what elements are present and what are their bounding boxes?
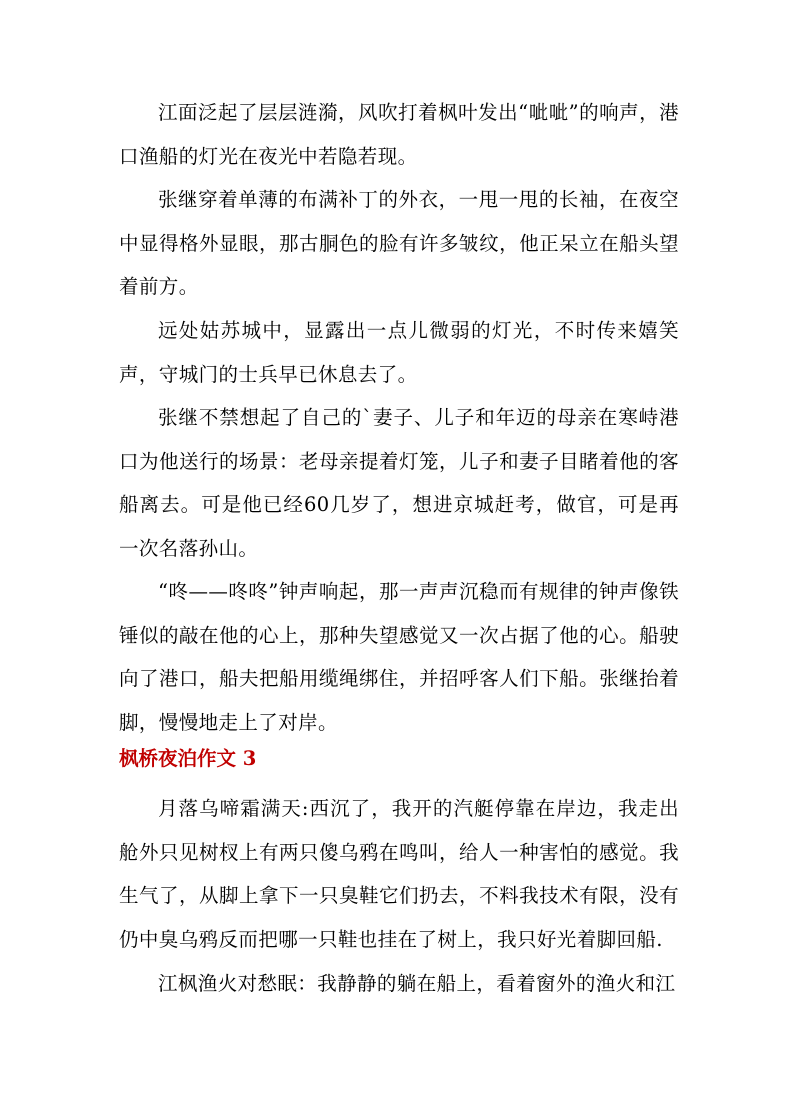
paragraph-river-scene: 江面泛起了层层涟漪，风吹打着枫叶发出“呲呲”的响声，港口渔船的灯光在夜光中若隐若现。: [119, 101, 679, 168]
paragraph-gusu-city: 远处姑苏城中，显露出一点儿微弱的灯光，不时传来嬉笑声，守城门的士兵早已休息去了。: [119, 319, 679, 386]
section-heading: 枫桥夜泊作文 3: [119, 747, 257, 770]
paragraph-bell-sound: “咚——咚咚”钟声响起，那一声声沉稳而有规律的钟声像铁锤似的敲在他的心上，那种失望感觉又一次占据了他的心。船驶向了港口，船夫把船用缆绳绑住，并招呼客人们下船。张继抬着脚，慢慢地走上了对岸。: [119, 580, 679, 734]
paragraph-fishing-lights: 江枫渔火对愁眠：我静静的躺在船上，看着窗外的渔火和江: [158, 972, 676, 995]
paragraph-zhang-ji-appearance: 张继穿着单薄的布满补丁的外衣，一甩一甩的长袖，在夜空中显得格外显眼，那古胴色的脸有许多皱纹，他正呆立在船头望着前方。: [119, 188, 679, 299]
paragraph-moon-sets: 月落乌啼霜满天:西沉了，我开的汽艇停靠在岸边，我走出舱外只见树杈上有两只傻乌鸦在鸣叫，给人一种害怕的感觉。我生气了，从脚上拿下一只臭鞋它们扔去，不料我技术有限，没有仍中臭乌鸦反而把哪一只鞋也挂在了树上，我只好光着脚回船.: [119, 797, 679, 951]
paragraph-family-memory: 张继不禁想起了自己的`妻子、儿子和年迈的母亲在寒峙港口为他送行的场景：老母亲提着灯笼，儿子和妻子目睹着他的客船离去。可是他已经60几岁了，想进京城赶考，做官，可是再一次名落孙山。: [119, 406, 679, 560]
